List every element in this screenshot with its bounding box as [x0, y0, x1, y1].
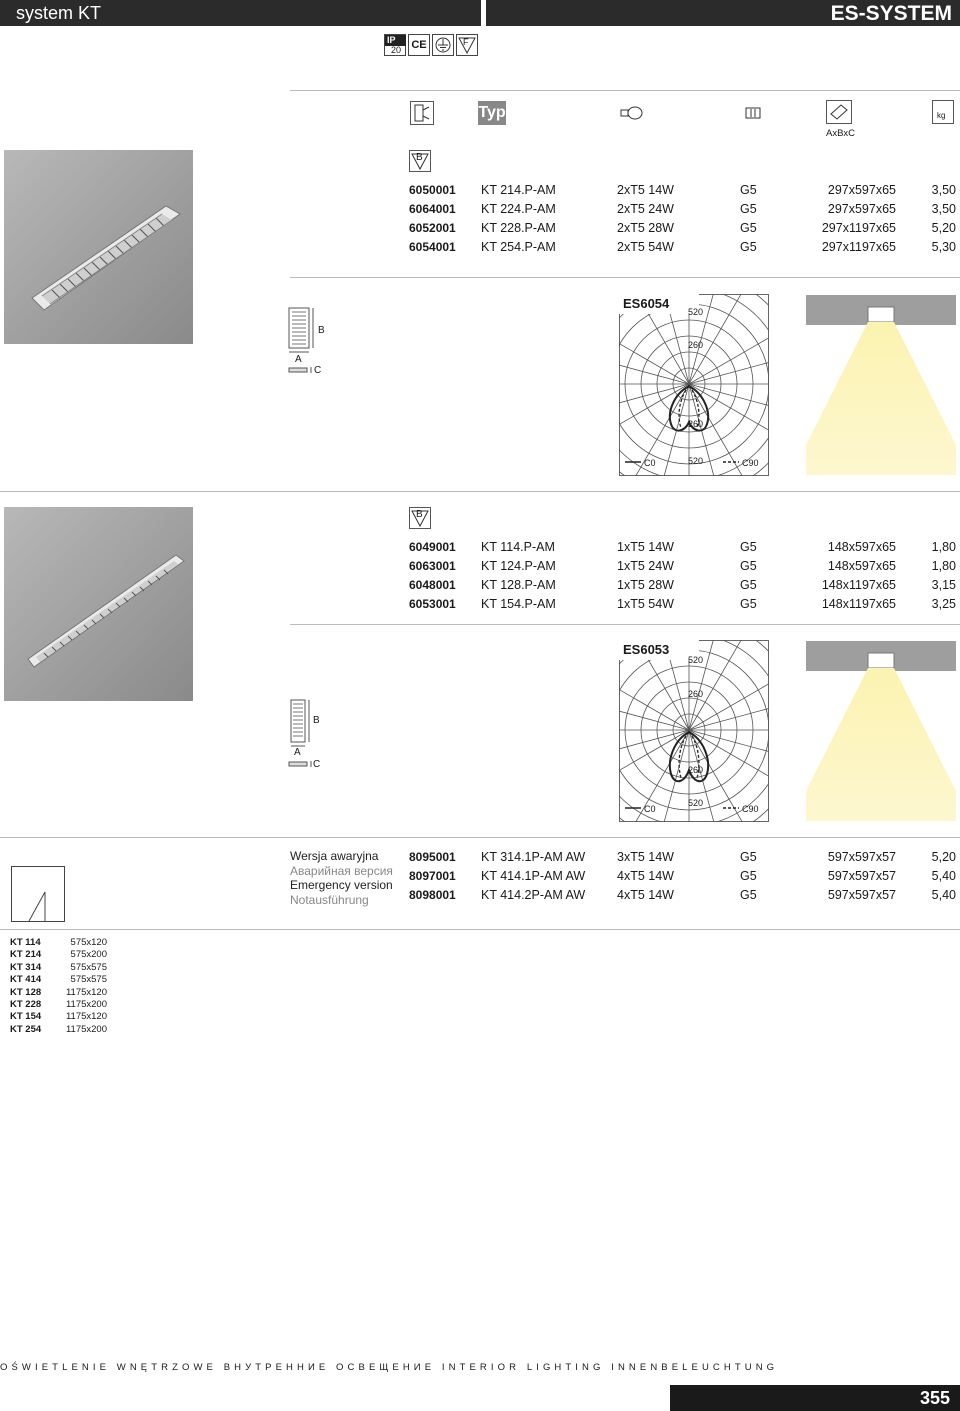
cell-code: 6049001	[409, 540, 456, 554]
cell-name: KT 214.P-AM	[481, 183, 556, 197]
cell-lamp: 4xT5 14W	[617, 888, 674, 902]
legend-model: KT 128	[10, 986, 42, 998]
model-size-legend	[10, 937, 110, 1036]
list-item	[10, 937, 110, 949]
cell-dim: 148x597x65	[827, 540, 896, 554]
polar-c0-label: C0	[644, 458, 656, 468]
cell-lamp: 2xT5 54W	[617, 240, 674, 254]
cell-socket: G5	[740, 578, 757, 592]
cell-name: KT 314.1P-AM AW	[481, 850, 586, 864]
lamp-icon	[618, 103, 644, 123]
cell-code: 6052001	[409, 221, 456, 235]
polar-tick: 520	[688, 798, 704, 808]
polar-tick: 520	[688, 655, 704, 665]
table-row	[0, 538, 960, 557]
cell-socket: G5	[740, 559, 757, 573]
emergency-label-de: Notausführung	[290, 892, 369, 907]
cell-dim: 148x597x65	[827, 559, 896, 573]
legend-model: KT 414	[10, 974, 42, 986]
polar-tick: 260	[688, 765, 704, 775]
cell-kg: 5,40	[931, 888, 956, 902]
cell-lamp: 1xT5 28W	[617, 578, 674, 592]
dim-c-label: C	[313, 759, 321, 770]
cell-dim: 297x1197x65	[821, 240, 896, 254]
polar-c90-label: C90	[742, 458, 759, 468]
f-mark-label: F	[463, 37, 469, 47]
table-row	[0, 219, 960, 238]
cell-name: KT 224.P-AM	[481, 202, 556, 216]
list-item	[10, 949, 110, 961]
cell-kg: 1,80	[931, 540, 956, 554]
cell-lamp: 2xT5 14W	[617, 183, 674, 197]
cell-lamp: 3xT5 14W	[617, 850, 674, 864]
product-table-emergency	[0, 848, 960, 908]
cell-code: 6054001	[409, 240, 456, 254]
cell-socket: G5	[740, 240, 757, 254]
cell-name: KT 114.P-AM	[481, 540, 555, 554]
list-item	[10, 974, 110, 986]
cell-socket: G5	[740, 597, 757, 611]
divider	[0, 837, 960, 838]
ip-rating-icon	[384, 34, 406, 56]
dim-b-label: B	[318, 325, 325, 336]
mount-type-label: B	[416, 509, 423, 520]
divider	[0, 929, 960, 930]
dimension-drawing-2	[285, 697, 345, 772]
legend-size: 575x120	[70, 937, 107, 948]
emergency-label-pl: Wersja awaryjna	[290, 849, 379, 863]
product-table-2	[0, 538, 960, 618]
polar-tick: 260	[688, 689, 704, 699]
typ-icon: Typ	[478, 101, 506, 125]
cell-kg: 3,25	[931, 597, 956, 611]
emergency-label-en: Emergency version	[290, 878, 393, 892]
polar-title: ES6054	[623, 296, 670, 311]
legend-size: 1175x120	[65, 986, 107, 998]
legend-model: KT 314	[10, 961, 42, 973]
legend-size: 575x575	[70, 961, 107, 973]
cell-code: 6050001	[409, 183, 456, 197]
cell-name: KT 414.2P-AM AW	[481, 888, 586, 902]
polar-tick: 260	[688, 340, 704, 350]
cell-kg: 3,50	[931, 183, 956, 197]
cell-lamp: 1xT5 14W	[617, 540, 674, 554]
weight-icon	[932, 100, 954, 124]
series-title: system KT	[0, 0, 481, 26]
emergency-label-ru: Аварийная версия	[290, 863, 393, 878]
ip-value: 20	[391, 45, 402, 55]
cell-code: 6063001	[409, 559, 456, 573]
ground-icon	[432, 34, 454, 56]
cell-lamp: 2xT5 28W	[617, 221, 674, 235]
cell-code: 6053001	[409, 597, 456, 611]
cell-kg: 5,20	[931, 850, 956, 864]
table-row	[0, 848, 960, 867]
cell-kg: 3,15	[931, 578, 956, 592]
fixture-mount-icon	[410, 101, 434, 125]
dimension-drawing-1	[285, 305, 345, 380]
cell-lamp: 4xT5 14W	[617, 869, 674, 883]
polar-tick: 260	[688, 419, 704, 429]
list-item	[10, 1024, 110, 1036]
table-row	[0, 576, 960, 595]
table-row	[0, 557, 960, 576]
list-item	[10, 962, 110, 974]
list-item	[10, 987, 110, 999]
cell-name: KT 154.P-AM	[481, 597, 556, 611]
polar-diagram-2	[619, 640, 769, 822]
cell-socket: G5	[740, 221, 757, 235]
cell-socket: G5	[740, 850, 757, 864]
cell-code: 8097001	[409, 869, 456, 883]
cell-dim: 148x1197x65	[821, 578, 896, 592]
brand-title: ES-SYSTEM	[486, 0, 960, 26]
polar-diagram-1	[619, 294, 769, 476]
cell-code: 6048001	[409, 578, 456, 592]
legend-model: KT 114	[10, 937, 41, 948]
cell-code: 8095001	[409, 850, 456, 864]
table-row	[0, 867, 960, 886]
dim-a-label: A	[295, 354, 302, 365]
page-number: 355	[670, 1385, 960, 1411]
light-beam-graphic-1	[806, 295, 956, 475]
list-item	[10, 999, 110, 1011]
cell-lamp: 1xT5 24W	[617, 559, 674, 573]
footer-category-line: OŚWIETLENIE WNĘTRZOWE ВНУТРЕННИЕ ОСВЕЩЕНИЕ INTERIOR LIGHTING INNENBELEUCHTUNG	[0, 1362, 779, 1373]
table-row	[0, 181, 960, 200]
dim-a-label: A	[294, 747, 301, 758]
cell-socket: G5	[740, 869, 757, 883]
divider	[290, 624, 960, 625]
cell-name: KT 228.P-AM	[481, 221, 556, 235]
polar-title: ES6053	[623, 642, 670, 657]
polar-tick: 520	[688, 456, 704, 466]
cell-dim: 597x597x57	[827, 850, 896, 864]
legend-size: 1175x200	[65, 998, 107, 1010]
cell-kg: 1,80	[931, 559, 956, 573]
mount-type-icon	[409, 507, 431, 529]
ce-mark-icon: CE	[408, 34, 430, 56]
ip-label: IP	[385, 35, 406, 46]
cell-lamp: 1xT5 54W	[617, 597, 674, 611]
polar-c0-label: C0	[644, 804, 656, 814]
table-row	[0, 200, 960, 219]
dimension-icon	[826, 100, 852, 124]
legend-size: 575x575	[70, 974, 107, 986]
cell-dim: 297x597x65	[827, 183, 896, 197]
light-beam-graphic-2	[806, 641, 956, 821]
product-table-1	[0, 181, 960, 261]
mount-type-label: B	[416, 152, 423, 163]
legend-size: 575x200	[70, 949, 107, 961]
cell-name: KT 124.P-AM	[481, 559, 556, 573]
cell-kg: 5,20	[931, 221, 956, 235]
f-mark-icon	[456, 34, 478, 56]
cell-socket: G5	[740, 540, 757, 554]
table-row	[0, 595, 960, 614]
divider	[0, 491, 960, 492]
legend-size: 1175x200	[65, 1023, 107, 1035]
polar-tick: 520	[688, 307, 704, 317]
list-item	[10, 1011, 110, 1023]
cell-code: 8098001	[409, 888, 456, 902]
cell-dim: 148x1197x65	[821, 597, 896, 611]
mount-type-icon	[409, 150, 431, 172]
cell-dim: 297x597x65	[827, 202, 896, 216]
table-row	[0, 238, 960, 257]
cell-dim: 297x1197x65	[821, 221, 896, 235]
cell-dim: 597x597x57	[827, 888, 896, 902]
cell-lamp: 2xT5 24W	[617, 202, 674, 216]
legend-model: KT 214	[10, 949, 42, 961]
cell-socket: G5	[740, 202, 757, 216]
legend-model: KT 154	[10, 1011, 42, 1023]
cell-kg: 5,30	[931, 240, 956, 254]
dimension-label: AxBxC	[826, 128, 856, 139]
cell-socket: G5	[740, 888, 757, 902]
dim-c-label: C	[314, 365, 322, 376]
cell-name: KT 254.P-AM	[481, 240, 556, 254]
cell-dim: 597x597x57	[827, 869, 896, 883]
weight-label: kg	[937, 111, 946, 120]
legend-model: KT 228	[10, 998, 42, 1010]
cell-kg: 5,40	[931, 869, 956, 883]
divider	[290, 90, 960, 91]
cell-name: KT 414.1P-AM AW	[481, 869, 586, 883]
legend-model: KT 254	[10, 1023, 42, 1035]
legend-size: 1175x120	[65, 1011, 107, 1023]
dim-b-label: B	[313, 715, 320, 726]
table-row	[0, 886, 960, 905]
cell-name: KT 128.P-AM	[481, 578, 556, 592]
cell-code: 6064001	[409, 202, 456, 216]
cell-kg: 3,50	[931, 202, 956, 216]
polar-c90-label: C90	[742, 804, 759, 814]
cell-socket: G5	[740, 183, 757, 197]
divider	[290, 277, 960, 278]
socket-icon	[742, 103, 764, 123]
